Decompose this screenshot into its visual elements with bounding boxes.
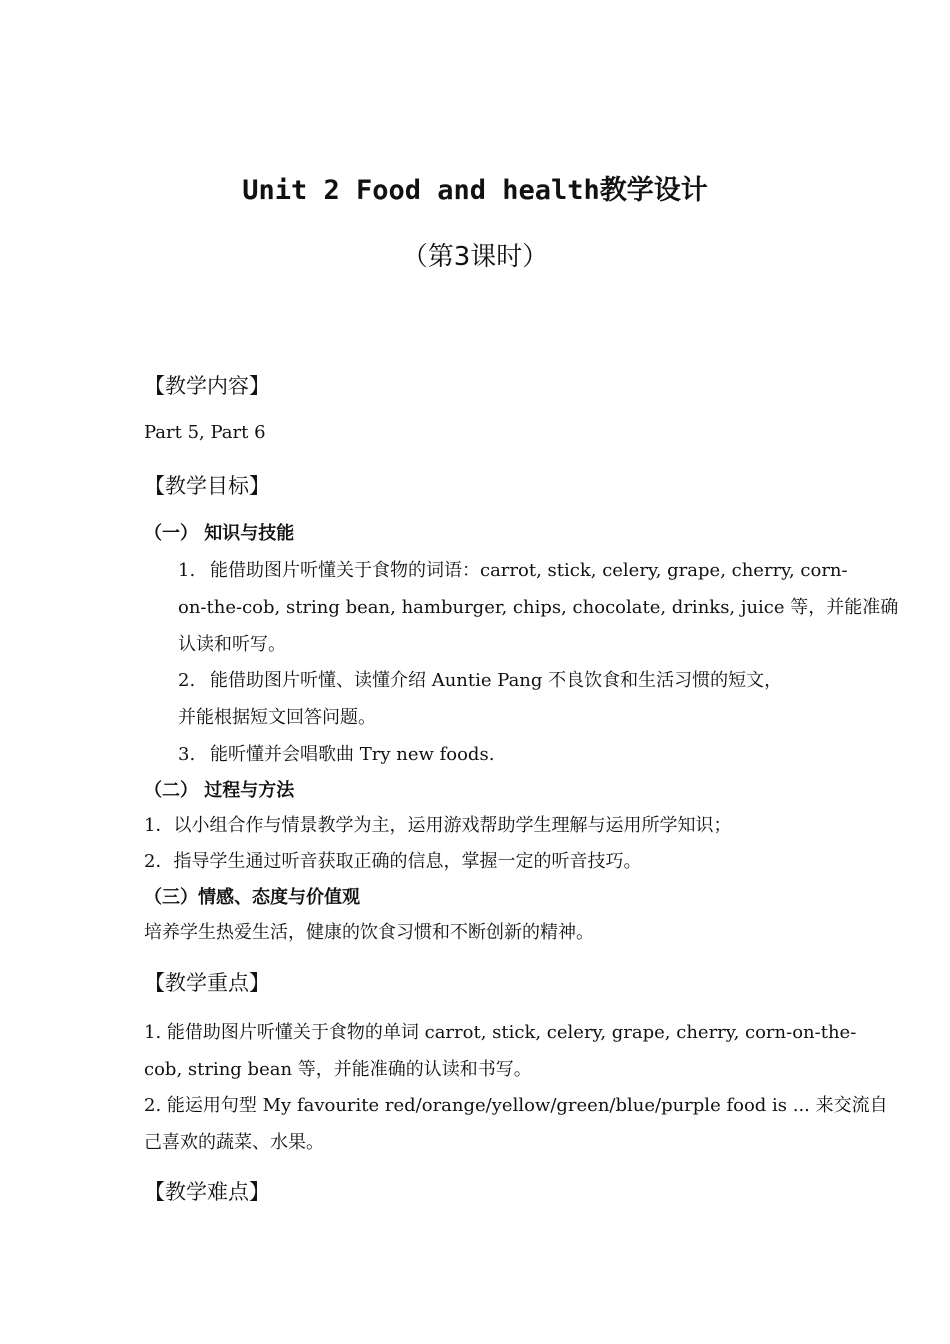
list-item-text: 能借助图片听懂、读懂介绍 Auntie Pang 不良饮食和生活习惯的短文， <box>210 670 783 691</box>
process-line: 2．指导学生通过听音获取正确的信息，掌握一定的听音技巧。 <box>144 851 642 872</box>
process-line: 1．以小组合作与情景教学为主，运用游戏帮助学生理解与运用所学知识； <box>144 815 732 836</box>
subheading-knowledge: （一） 知识与技能 <box>144 523 295 544</box>
list-item-continuation: 认读和听写。 <box>178 634 286 655</box>
list-item <box>178 740 494 766</box>
keypoints-line: 2. 能运用句型 My favourite red/orange/yellow/green/blue/purple food is ... 来交流自 <box>144 1095 888 1116</box>
keypoints-line: 己喜欢的蔬菜、水果。 <box>144 1132 324 1153</box>
list-item-number: 1. <box>178 560 196 581</box>
emotion-text: 培养学生热爱生活，健康的饮食习惯和不断创新的精神。 <box>144 922 594 943</box>
list-item <box>178 556 848 582</box>
section-heading-difficulties: 【教学难点】 <box>144 1180 270 1204</box>
list-item-text: 能借助图片听懂关于食物的词语：carrot, stick, celery, grape, cherry, corn- <box>210 560 848 581</box>
document-title: Unit 2 Food and health教学设计 <box>242 175 708 206</box>
list-item-number: 3. <box>178 744 196 765</box>
list-item-number: 2. <box>178 670 196 691</box>
list-item-text: 能听懂并会唱歌曲 Try new foods. <box>210 744 495 765</box>
section-heading-keypoints: 【教学重点】 <box>144 971 270 995</box>
document-subtitle: （第3课时） <box>401 242 549 272</box>
subheading-emotion: （三）情感、态度与价值观 <box>144 887 360 908</box>
section-heading-content: 【教学内容】 <box>144 374 270 398</box>
list-item-continuation: on-the-cob, string bean, hamburger, chips, chocolate, drinks, juice 等，并能准确 <box>178 597 899 618</box>
content-text: Part 5, Part 6 <box>144 422 266 443</box>
list-item <box>178 666 782 692</box>
keypoints-line: cob, string bean 等，并能准确的认读和书写。 <box>144 1059 532 1080</box>
section-heading-objectives: 【教学目标】 <box>144 474 270 498</box>
list-item-continuation: 并能根据短文回答问题。 <box>178 707 376 728</box>
subheading-process: （二） 过程与方法 <box>144 780 295 801</box>
keypoints-line: 1. 能借助图片听懂关于食物的单词 carrot, stick, celery, grape, cherry, corn-on-the- <box>144 1022 857 1043</box>
